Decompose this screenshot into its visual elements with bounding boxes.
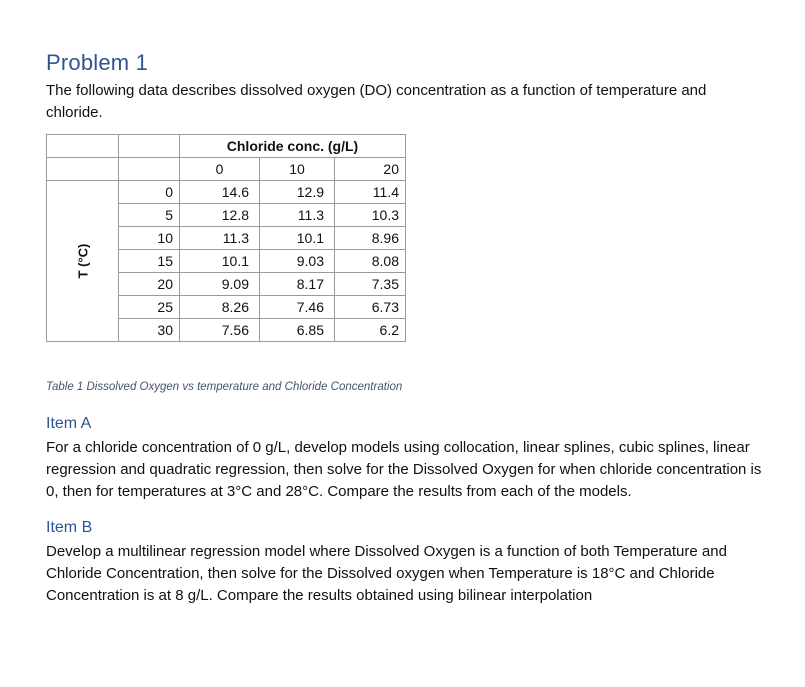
table-corner-cell [47, 158, 119, 181]
do-value: 10.1 [180, 250, 260, 273]
do-value: 10.3 [335, 204, 406, 227]
do-value: 8.26 [180, 296, 260, 319]
do-value: 7.35 [335, 273, 406, 296]
temperature-value: 20 [119, 273, 180, 296]
do-value: 11.3 [260, 204, 335, 227]
do-value: 8.96 [335, 227, 406, 250]
intro-paragraph: The following data describes dissolved oxygen (DO) concentration as a function of temperature and chloride. [46, 82, 707, 121]
item-b-heading: Item B [46, 519, 93, 536]
do-table [46, 134, 406, 342]
item-a-text: For a chloride concentration of 0 g/L, develop models using collocation, linear splines, cubic splines, linear regression and quadratic regression, then solve for the Dissolved Oxygen for when chloride concentration is 0, then for temperatures at 3°C and 28°C. Compare the results from each of the models. [46, 439, 762, 500]
temperature-value: 5 [119, 204, 180, 227]
temperature-value: 25 [119, 296, 180, 319]
do-value: 7.46 [260, 296, 335, 319]
do-value: 11.4 [335, 181, 406, 204]
item-b-text: Develop a multilinear regression model where Dissolved Oxygen is a function of both Temperature and Chloride Concentration, then solve for the Dissolved oxygen when Temperature is 18°C and Chloride Concentration is at 8 g/L. Compare the results obtained using bilinear interpolation [46, 543, 727, 604]
do-value: 12.9 [260, 181, 335, 204]
temperature-value: 30 [119, 319, 180, 342]
table-subheader-row [47, 158, 406, 181]
chloride-value: 20 [335, 158, 406, 181]
do-value: 6.85 [260, 319, 335, 342]
temperature-axis-cell [47, 181, 119, 342]
do-value: 14.6 [180, 181, 260, 204]
table-corner-cell [119, 158, 180, 181]
do-value: 9.03 [260, 250, 335, 273]
table-row [47, 181, 406, 204]
temperature-label: T (°C) [75, 243, 90, 279]
temperature-value: 15 [119, 250, 180, 273]
chloride-value: 0 [180, 158, 260, 181]
do-value: 11.3 [180, 227, 260, 250]
do-value: 6.73 [335, 296, 406, 319]
page-title: Problem 1 [46, 50, 149, 75]
chloride-value: 10 [260, 158, 335, 181]
do-value: 10.1 [260, 227, 335, 250]
table-corner-cell [47, 135, 119, 158]
do-value: 8.08 [335, 250, 406, 273]
do-value: 12.8 [180, 204, 260, 227]
temperature-value: 10 [119, 227, 180, 250]
do-value: 6.2 [335, 319, 406, 342]
chloride-header: Chloride conc. (g/L) [180, 135, 406, 158]
do-value: 7.56 [180, 319, 260, 342]
table-caption: Table 1 Dissolved Oxygen vs temperature and Chloride Concentration [46, 381, 403, 393]
temperature-value: 0 [119, 181, 180, 204]
table-corner-cell [119, 135, 180, 158]
do-value: 8.17 [260, 273, 335, 296]
do-value: 9.09 [180, 273, 260, 296]
item-a-heading: Item A [46, 415, 92, 432]
table-header-row [47, 135, 406, 158]
